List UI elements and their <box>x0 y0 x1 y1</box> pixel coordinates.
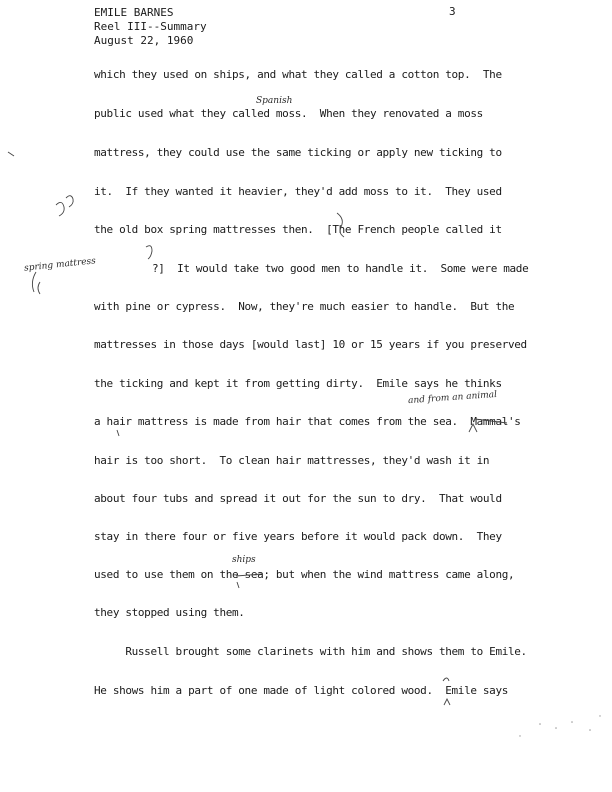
header-name: EMILE BARNES <box>94 6 174 19</box>
text-line: it. If they wanted it heavier, they'd add moss to it. They used <box>94 185 502 198</box>
text-line: He shows him a part of one made of light colored wood. Emile says <box>94 684 508 697</box>
text-line: ?] It would take two good men to handle it. Some were made <box>152 262 529 275</box>
text-line: mattress, they could use the same ticking or apply new ticking to <box>94 146 502 159</box>
text-line: used to use them on the sea; but when the wind mattress came along, <box>94 568 515 581</box>
handwritten-insertion: Spanish <box>256 96 293 106</box>
text-line: mattresses in those days [would last] 10 or 15 years if you preserved <box>94 338 527 351</box>
header-reel: Reel III--Summary <box>94 20 207 33</box>
margin-note: spring mattress <box>23 256 97 274</box>
text-line: they stopped using them. <box>94 606 245 619</box>
text-line: a hair mattress is made from hair that comes from the sea. Mammal's <box>94 415 521 428</box>
text-line: hair is too short. To clean hair mattresses, they'd wash it in <box>94 454 490 467</box>
text-line: the ticking and kept it from getting dirty. Emile says he thinks <box>94 377 502 390</box>
text-line: public used what they called moss. When they renovated a moss <box>94 107 483 120</box>
text-line: with pine or cypress. Now, they're much easier to handle. But the <box>94 300 515 313</box>
text-line: Russell brought some clarinets with him and shows them to Emile. <box>94 645 527 658</box>
text-line: stay in there four or five years before it would pack down. They <box>94 530 502 543</box>
text-line: the old box spring mattresses then. [The French people called it <box>94 223 502 236</box>
header-date: August 22, 1960 <box>94 34 194 47</box>
page-number: 3 <box>449 5 456 18</box>
handwritten-insertion: and from an animal <box>407 389 498 407</box>
handwritten-insertion: ships <box>232 555 256 565</box>
text-line: which they used on ships, and what they called a cotton top. The <box>94 68 502 81</box>
text-line: about four tubs and spread it out for the sun to dry. That would <box>94 492 502 505</box>
